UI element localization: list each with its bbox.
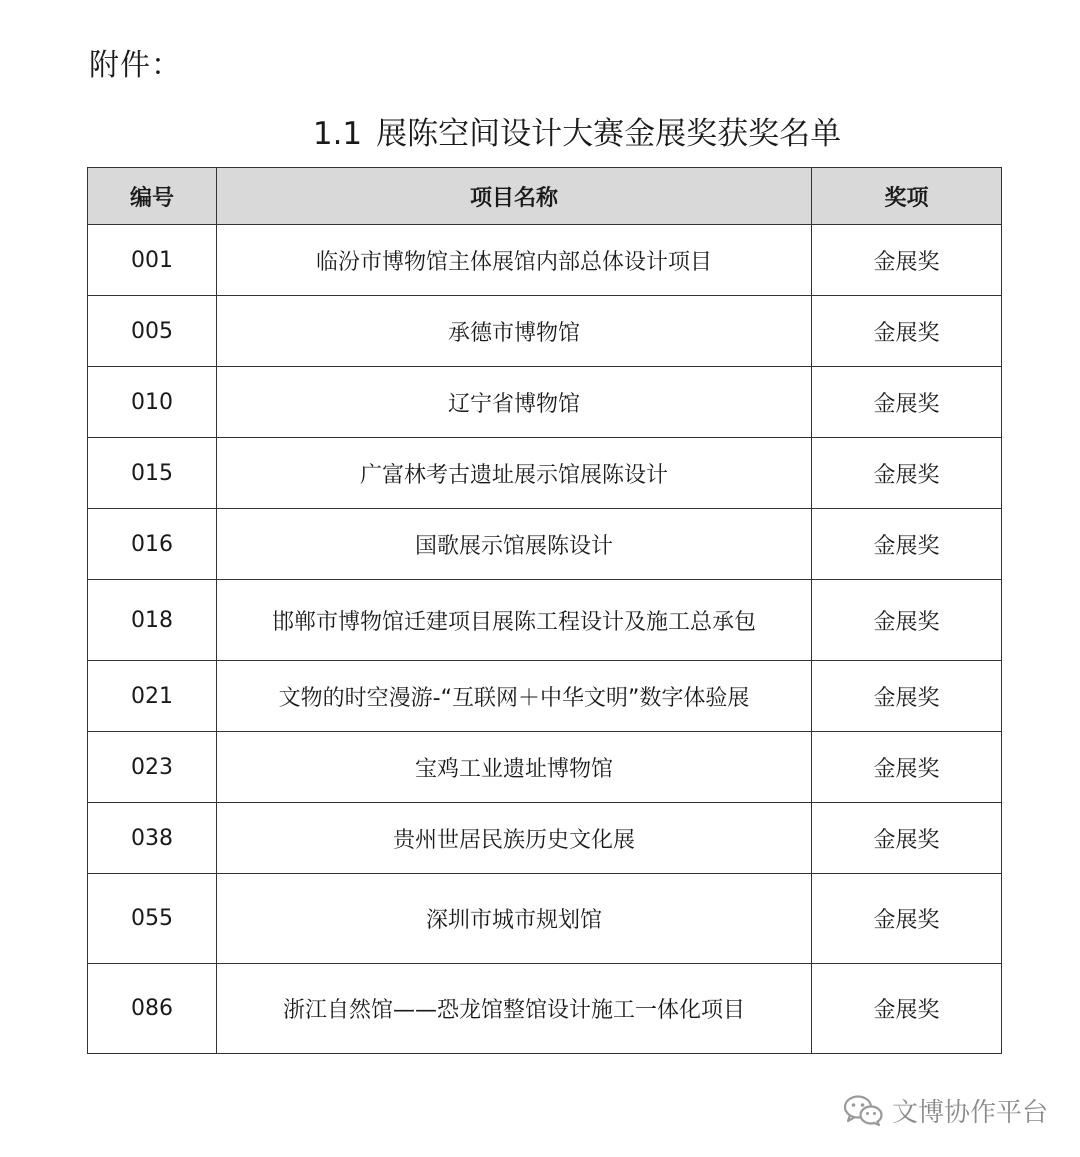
cell-award: 金展奖 bbox=[812, 803, 1002, 874]
table-row bbox=[88, 661, 1002, 732]
cell-project-name: 宝鸡工业遗址博物馆 bbox=[217, 732, 812, 803]
cell-award: 金展奖 bbox=[812, 964, 1002, 1054]
cell-id: 001 bbox=[88, 225, 217, 296]
cell-project-name: 承德市博物馆 bbox=[217, 296, 812, 367]
cell-award: 金展奖 bbox=[812, 874, 1002, 964]
cell-id: 038 bbox=[88, 803, 217, 874]
cell-award: 金展奖 bbox=[812, 732, 1002, 803]
cell-project-name: 国歌展示馆展陈设计 bbox=[217, 509, 812, 580]
column-header-project-name: 项目名称 bbox=[217, 168, 812, 225]
cell-project-name: 广富林考古遗址展示馆展陈设计 bbox=[217, 438, 812, 509]
table-row bbox=[88, 296, 1002, 367]
cell-award: 金展奖 bbox=[812, 580, 1002, 661]
cell-id: 005 bbox=[88, 296, 217, 367]
cell-project-name: 浙江自然馆——恐龙馆整馆设计施工一体化项目 bbox=[217, 964, 812, 1054]
cell-award: 金展奖 bbox=[812, 367, 1002, 438]
page-title bbox=[0, 110, 1080, 158]
column-header-number: 编号 bbox=[88, 168, 217, 225]
table-row bbox=[88, 874, 1002, 964]
table-row bbox=[88, 732, 1002, 803]
cell-id: 021 bbox=[88, 661, 217, 732]
table-row bbox=[88, 509, 1002, 580]
cell-project-name: 辽宁省博物馆 bbox=[217, 367, 812, 438]
attachment-label: 附件： bbox=[89, 48, 182, 83]
table-row bbox=[88, 225, 1002, 296]
cell-id: 016 bbox=[88, 509, 217, 580]
award-table bbox=[87, 167, 1002, 1054]
watermark bbox=[842, 1090, 1048, 1130]
table-row bbox=[88, 438, 1002, 509]
cell-id: 015 bbox=[88, 438, 217, 509]
cell-id: 010 bbox=[88, 367, 217, 438]
table-row bbox=[88, 964, 1002, 1054]
title-text: 展陈空间设计大赛金展奖获奖名单 bbox=[376, 116, 842, 152]
cell-id: 023 bbox=[88, 732, 217, 803]
table-row bbox=[88, 367, 1002, 438]
table-row bbox=[88, 803, 1002, 874]
cell-award: 金展奖 bbox=[812, 296, 1002, 367]
title-number: 1.1 bbox=[312, 116, 363, 152]
cell-project-name: 临汾市博物馆主体展馆内部总体设计项目 bbox=[217, 225, 812, 296]
cell-id: 055 bbox=[88, 874, 217, 964]
cell-award: 金展奖 bbox=[812, 661, 1002, 732]
cell-id: 086 bbox=[88, 964, 217, 1054]
cell-project-name: 邯郸市博物馆迁建项目展陈工程设计及施工总承包 bbox=[217, 580, 812, 661]
cell-award: 金展奖 bbox=[812, 509, 1002, 580]
cell-project-name: 贵州世居民族历史文化展 bbox=[217, 803, 812, 874]
table-row bbox=[88, 580, 1002, 661]
column-header-award: 奖项 bbox=[812, 168, 1002, 225]
cell-award: 金展奖 bbox=[812, 225, 1002, 296]
wechat-icon bbox=[842, 1093, 884, 1127]
cell-id: 018 bbox=[88, 580, 217, 661]
watermark-text: 文博协作平台 bbox=[892, 1097, 1049, 1128]
table-header-row bbox=[88, 168, 1002, 225]
cell-project-name: 深圳市城市规划馆 bbox=[217, 874, 812, 964]
cell-project-name: 文物的时空漫游-“互联网＋中华文明”数字体验展 bbox=[217, 661, 812, 732]
cell-award: 金展奖 bbox=[812, 438, 1002, 509]
